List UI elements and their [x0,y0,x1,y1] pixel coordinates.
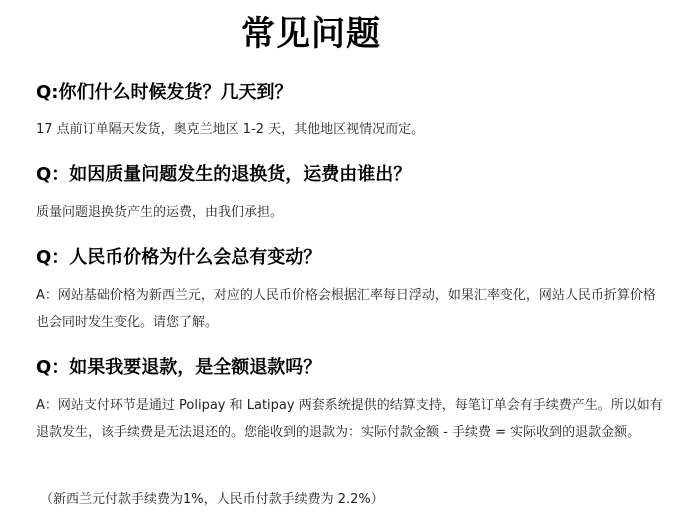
faq-answer-refund: A：网站支付环节是通过 Polipay 和 Latipay 两套系统提供的结算支持，每笔订单会有手续费产生。所以如有退款发生，该手续费是无法退还的。您能收到的退款为：实际付款金额 - 手续费 = 实际收到的退款金额。 [36,398,663,440]
faq-question-rmb-price: Q：人民币价格为什么会总有变动？ [36,247,322,268]
faq-question-return-shipping: Q：如因质量问题发生的退换货，运费由谁出？ [36,164,412,185]
fee-note: （新西兰元付款手续费为1%，人民币付款手续费为 2.2%） [40,492,384,507]
faq-question-shipping: Q:你们什么时候发货？几天到？ [36,82,293,103]
faq-answer-return-shipping: 质量问题退换货产生的运费，由我们承担。 [36,205,284,220]
faq-answer-rmb-price: A：网站基础价格为新西兰元，对应的人民币价格会根据汇率每日浮动，如果汇率变化，网站人民币折算价格也会同时发生变化。请您了解。 [36,288,656,330]
page-title: 常见问题 [241,14,381,54]
faq-question-refund: Q：如果我要退款，是全额退款吗？ [36,357,322,378]
faq-answer-shipping: 17 点前订单隔天发货，奥克兰地区 1-2 天，其他地区视情况而定。 [36,122,425,137]
